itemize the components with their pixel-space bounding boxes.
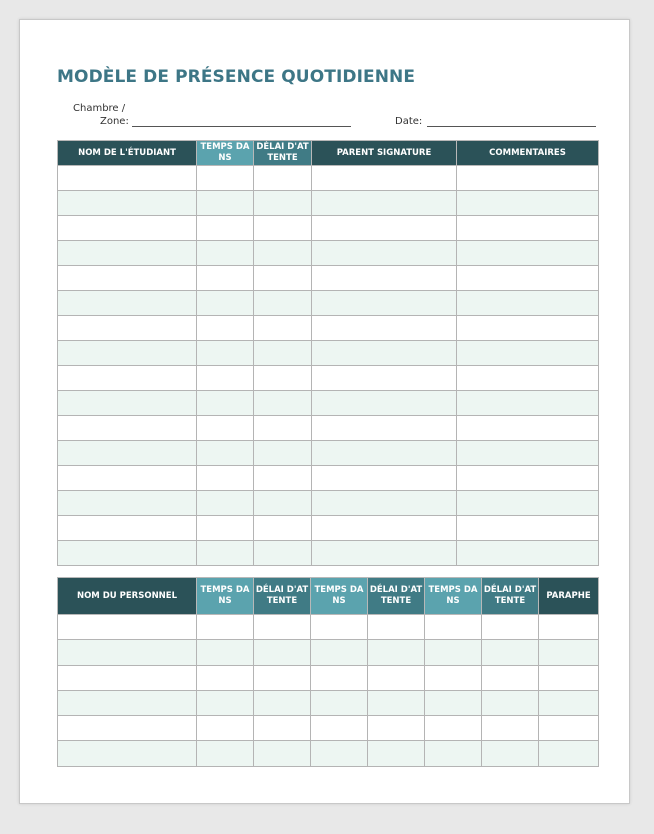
date-label: Date: [395,116,423,127]
table-cell[interactable] [197,391,254,416]
table-row [58,690,599,715]
table-cell[interactable] [425,665,482,690]
table-row [58,541,599,566]
table-cell[interactable] [312,341,457,366]
table-cell[interactable] [58,491,197,516]
table-header-row [58,578,599,615]
table-cell[interactable] [457,391,599,416]
table-cell[interactable] [312,416,457,441]
table-row [58,491,599,516]
table-row [58,366,599,391]
room-label-line2: Zone: [100,116,129,127]
header-parent-signature: PARENT SIGNATURE [312,141,457,166]
table-cell[interactable] [254,615,311,640]
table-cell[interactable] [312,391,457,416]
header-time-in: TEMPS DANS [197,141,254,166]
table-cell[interactable] [457,466,599,491]
date-field[interactable] [427,126,596,127]
table-cell[interactable] [457,241,599,266]
room-label-line1: Chambre / [73,103,126,114]
table-row [58,216,599,241]
header-time-in-1: TEMPS DANS [197,578,254,615]
table-cell[interactable] [58,241,197,266]
table-cell[interactable] [482,665,539,690]
table-row [58,291,599,316]
room-field[interactable] [132,126,351,127]
table-row [58,516,599,541]
table-cell[interactable] [197,541,254,566]
table-row [58,341,599,366]
table-cell[interactable] [311,640,368,665]
table-row [58,716,599,741]
table-cell[interactable] [457,166,599,191]
table-cell[interactable] [312,166,457,191]
table-cell[interactable] [254,716,311,741]
table-cell[interactable] [58,391,197,416]
table-row [58,640,599,665]
table-cell[interactable] [311,615,368,640]
student-attendance-table [57,140,599,566]
table-row [58,166,599,191]
table-header-row [58,141,599,166]
table-row [58,615,599,640]
table-cell[interactable] [368,665,425,690]
table-cell[interactable] [311,741,368,766]
table-cell[interactable] [312,516,457,541]
table-cell[interactable] [197,241,254,266]
table-cell[interactable] [312,541,457,566]
staff-table-body [58,615,599,767]
table-row [58,391,599,416]
table-cell[interactable] [197,416,254,441]
table-cell[interactable] [254,166,312,191]
table-cell[interactable] [58,191,197,216]
table-cell[interactable] [482,640,539,665]
table-cell[interactable] [482,716,539,741]
header-comments: COMMENTAIRES [457,141,599,166]
table-cell[interactable] [254,741,311,766]
table-cell[interactable] [457,266,599,291]
table-cell[interactable] [457,216,599,241]
table-cell[interactable] [457,341,599,366]
table-cell[interactable] [58,640,197,665]
table-cell[interactable] [539,716,599,741]
table-cell[interactable] [311,716,368,741]
table-cell[interactable] [457,366,599,391]
table-cell[interactable] [197,466,254,491]
table-cell[interactable] [312,491,457,516]
table-cell[interactable] [539,665,599,690]
table-cell[interactable] [58,441,197,466]
table-cell[interactable] [197,516,254,541]
table-cell[interactable] [197,491,254,516]
table-cell[interactable] [457,491,599,516]
table-cell[interactable] [457,516,599,541]
page-title: MODÈLE DE PRÉSENCE QUOTIDIENNE [57,67,416,87]
table-cell[interactable] [312,266,457,291]
table-cell[interactable] [58,316,197,341]
table-cell[interactable] [58,341,197,366]
table-cell[interactable] [457,291,599,316]
table-row [58,266,599,291]
table-cell[interactable] [254,316,312,341]
table-cell[interactable] [254,291,312,316]
table-cell[interactable] [197,441,254,466]
table-cell[interactable] [539,640,599,665]
table-cell[interactable] [197,291,254,316]
table-cell[interactable] [368,640,425,665]
table-cell[interactable] [312,291,457,316]
room-label [73,102,129,128]
table-cell[interactable] [254,416,312,441]
table-cell[interactable] [197,191,254,216]
table-cell[interactable] [312,316,457,341]
table-cell[interactable] [425,716,482,741]
table-cell[interactable] [197,216,254,241]
table-cell[interactable] [425,640,482,665]
table-cell[interactable] [58,166,197,191]
table-cell[interactable] [312,191,457,216]
table-cell[interactable] [312,241,457,266]
header-wait-time: DÉLAI D'ATTENTE [254,141,312,166]
table-cell[interactable] [254,466,312,491]
table-cell[interactable] [254,341,312,366]
table-cell[interactable] [197,341,254,366]
table-cell[interactable] [254,366,312,391]
table-cell[interactable] [425,615,482,640]
table-cell[interactable] [197,640,254,665]
table-cell[interactable] [58,716,197,741]
table-cell[interactable] [457,191,599,216]
table-cell[interactable] [368,716,425,741]
table-cell[interactable] [312,441,457,466]
table-row [58,191,599,216]
table-cell[interactable] [254,640,311,665]
table-cell[interactable] [197,665,254,690]
table-cell[interactable] [368,690,425,715]
table-cell[interactable] [482,741,539,766]
header-wait-time-1: DÉLAI D'ATTENTE [254,578,311,615]
table-cell[interactable] [58,541,197,566]
table-cell[interactable] [312,216,457,241]
table-cell[interactable] [197,741,254,766]
header-time-in-2: TEMPS DANS [311,578,368,615]
table-cell[interactable] [254,191,312,216]
table-cell[interactable] [254,216,312,241]
header-student-name: NOM DE L'ÉTUDIANT [58,141,197,166]
table-cell[interactable] [254,391,312,416]
table-cell[interactable] [197,166,254,191]
table-cell[interactable] [425,741,482,766]
table-cell[interactable] [457,441,599,466]
table-cell[interactable] [197,690,254,715]
table-row [58,741,599,766]
staff-attendance-table [57,577,599,767]
table-cell[interactable] [58,615,197,640]
table-cell[interactable] [539,615,599,640]
table-cell[interactable] [58,741,197,766]
table-cell[interactable] [58,665,197,690]
table-row [58,316,599,341]
header-wait-time-2: DÉLAI D'ATTENTE [368,578,425,615]
table-cell[interactable] [368,741,425,766]
table-cell[interactable] [58,516,197,541]
header-staff-name: NOM DU PERSONNEL [58,578,197,615]
table-row [58,466,599,491]
table-row [58,441,599,466]
table-cell[interactable] [58,216,197,241]
table-cell[interactable] [311,690,368,715]
table-cell[interactable] [482,615,539,640]
table-cell[interactable] [197,316,254,341]
table-cell[interactable] [368,615,425,640]
student-table-body [58,166,599,566]
table-cell[interactable] [457,316,599,341]
table-cell[interactable] [197,716,254,741]
table-cell[interactable] [312,466,457,491]
header-wait-time-3: DÉLAI D'ATTENTE [482,578,539,615]
table-cell[interactable] [254,441,312,466]
table-cell[interactable] [539,741,599,766]
table-cell[interactable] [539,690,599,715]
table-cell[interactable] [457,416,599,441]
header-time-in-3: TEMPS DANS [425,578,482,615]
table-cell[interactable] [254,665,311,690]
table-cell[interactable] [58,466,197,491]
table-cell[interactable] [254,266,312,291]
table-cell[interactable] [457,541,599,566]
table-cell[interactable] [197,615,254,640]
table-row [58,416,599,441]
table-cell[interactable] [254,541,312,566]
table-cell[interactable] [197,366,254,391]
table-cell[interactable] [254,491,312,516]
table-row [58,665,599,690]
table-cell[interactable] [254,690,311,715]
table-cell[interactable] [311,665,368,690]
table-cell[interactable] [254,241,312,266]
table-cell[interactable] [312,366,457,391]
table-cell[interactable] [58,416,197,441]
table-cell[interactable] [254,516,312,541]
table-cell[interactable] [58,366,197,391]
table-cell[interactable] [58,690,197,715]
table-cell[interactable] [58,266,197,291]
table-row [58,241,599,266]
header-initials: PARAPHE [539,578,599,615]
table-cell[interactable] [425,690,482,715]
table-cell[interactable] [482,690,539,715]
table-cell[interactable] [58,291,197,316]
table-cell[interactable] [197,266,254,291]
